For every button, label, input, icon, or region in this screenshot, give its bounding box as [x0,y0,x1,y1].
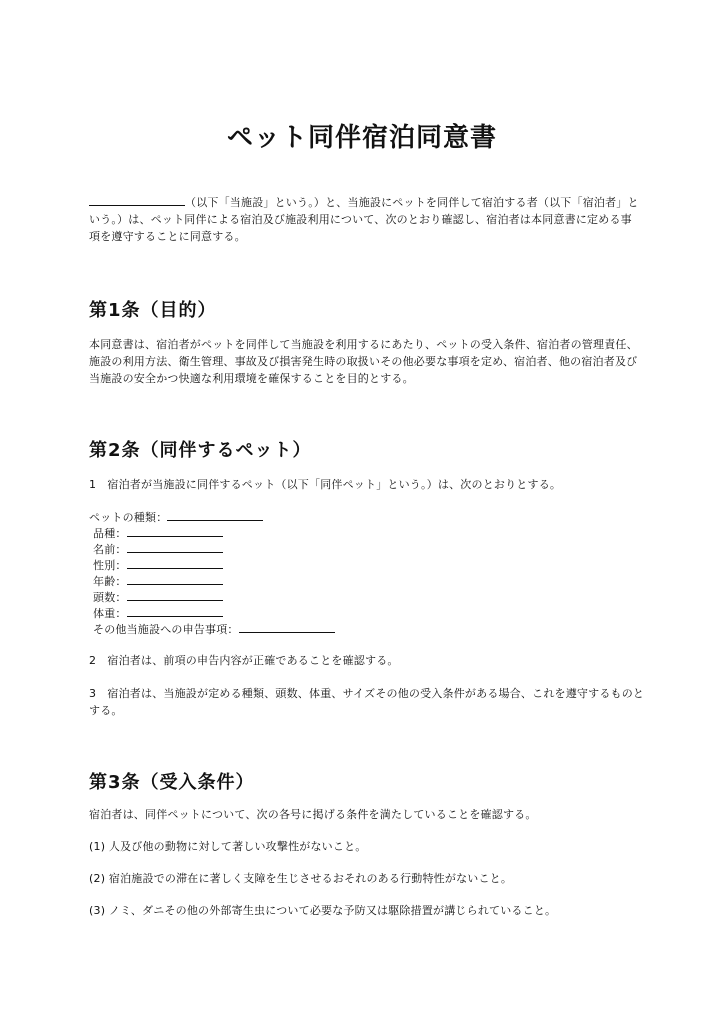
article2-item3: 3 宿泊者は、当施設が定める種類、頭数、体重、サイズその他の受入条件がある場合、これを遵守するものとする。 [89,687,645,717]
facility-name-blank[interactable] [89,194,185,206]
field-breed [93,525,223,542]
field-sex [93,557,223,574]
field-weight [93,605,223,622]
article3-intro: 宿泊者は、同伴ペットについて、次の各号に掲げる条件を満たしていることを確認する。 [89,808,537,821]
field-label: 頭数： [93,591,127,604]
age-blank[interactable] [127,573,223,585]
field-other [93,621,335,638]
field-label: ペットの種類： [89,511,168,524]
field-label: 名前： [93,543,127,556]
article2-heading: 第2条（同伴するペット） [89,440,312,461]
field-count [93,589,223,606]
article3-item1: (1) 人及び他の動物に対して著しい攻撃性がないこと。 [89,840,367,853]
field-pet-type [89,509,263,526]
sex-blank[interactable] [127,557,223,569]
intro-paragraph [89,194,641,245]
intro-text: （以下「当施設」という。）と、当施設にペットを同伴して宿泊する者（以下「宿泊者」という。）は、ペット同伴による宿泊及び施設利用について、次のとおり確認し、宿泊者は本同意書に定める事項を遵守することに同意する。 [89,196,639,243]
field-label: 年齢： [93,575,127,588]
field-label: 品種： [93,527,127,540]
breed-blank[interactable] [127,525,223,537]
field-label: 性別： [93,559,127,572]
weight-blank[interactable] [127,605,223,617]
article3-item3: (3) ノミ、ダニその他の外部寄生虫について必要な予防又は駆除措置が講じられていること。 [89,904,557,917]
article1-text: 本同意書は、宿泊者がペットを同伴して当施設を利用するにあたり、ペットの受入条件、宿泊者の管理責任、施設の利用方法、衛生管理、事故及び損害発生時の取扱いその他必要な事項を定め、宿泊者、他の宿泊者及び当施設の安全かつ快適な利用環境を確保することを目的とする。 [89,338,638,385]
count-blank[interactable] [127,589,223,601]
document-title: ペット同伴宿泊同意書 [226,123,497,153]
article3-heading: 第3条（受入条件） [89,772,255,793]
other-blank[interactable] [239,621,335,633]
pet-type-blank[interactable] [167,509,263,521]
field-label: 体重： [93,607,127,620]
article1-heading: 第1条（目的） [89,300,217,321]
field-label: その他当施設への申告事項： [93,623,239,636]
name-blank[interactable] [127,541,223,553]
article2-item1: 1 宿泊者が当施設に同伴するペット（以下「同伴ペット」という。）は、次のとおりとする。 [89,478,562,491]
field-name [93,541,223,558]
article2-item2: 2 宿泊者は、前項の申告内容が正確であることを確認する。 [89,654,399,667]
field-age [93,573,223,590]
article3-item2: (2) 宿泊施設での滞在に著しく支障を生じさせるおそれのある行動特性がないこと。 [89,872,513,885]
